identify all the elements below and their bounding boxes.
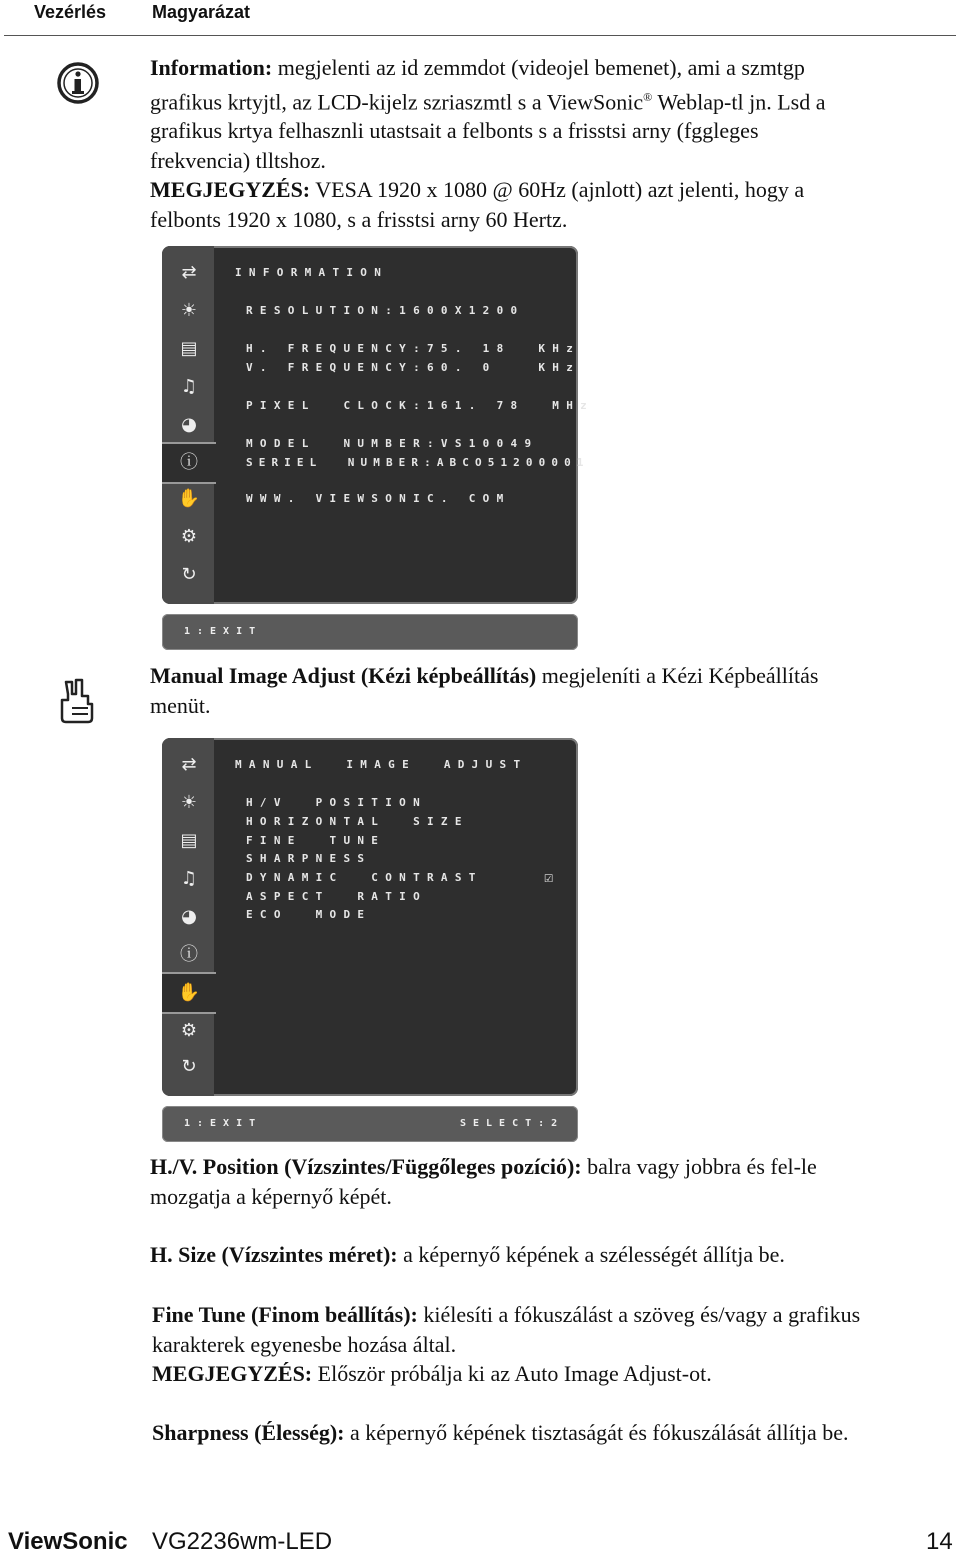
information-icon: ⓘ xyxy=(180,944,198,965)
brightness-icon: ☀ xyxy=(180,300,198,321)
info-line3: grafikus krtya felhasznli utastsait a felbonts s a frisstsi arny (fggleges xyxy=(150,118,759,144)
header-controls: Vezérlés xyxy=(34,2,107,22)
osd-panel xyxy=(162,246,595,604)
manual-title: Manual Image Adjust (Kézi képbeállítás) xyxy=(150,663,537,688)
sharpness-description xyxy=(152,1418,957,1448)
note-line2: felbonts 1920 x 1080, s a frisstsi arny 60 Hertz. xyxy=(150,206,568,232)
h-size-description xyxy=(150,1240,950,1270)
input-icon: ⇄ xyxy=(181,754,197,775)
osd-pixel-clock: PIXEL CLOCK:161. 78 MHz xyxy=(246,399,595,412)
color-palette-icon: ◕ xyxy=(181,414,197,435)
checkbox-icon[interactable]: ☑ xyxy=(544,868,554,886)
audio-icon: ♫ xyxy=(180,376,198,397)
fine-tune-description xyxy=(152,1300,952,1389)
hsize-title: H. Size (Vízszintes méret): xyxy=(150,1242,398,1267)
information-icon xyxy=(56,61,100,105)
osd-vfreq: V. FREQUENCY:60. 0 KHz xyxy=(246,361,581,374)
hand-icon: ✋ xyxy=(177,488,201,509)
osd-resolution: RESOLUTION:1600X1200 xyxy=(246,304,525,317)
osd-title: INFORMATION xyxy=(235,266,389,279)
fine-line2: karakterek egyenesbe hozása által. xyxy=(152,1331,457,1357)
hv-position-description xyxy=(150,1152,950,1211)
fine-line1: kiélesíti a fókuszálást a szöveg és/vagy a grafikus xyxy=(417,1302,861,1327)
osd-exit-label: 1:EXIT xyxy=(184,1118,263,1129)
monitor-adjust-icon: ▤ xyxy=(180,338,198,359)
registered-mark: ® xyxy=(643,89,653,104)
color-palette-icon: ◕ xyxy=(181,906,197,927)
osd-menu-item[interactable]: FINE TUNE xyxy=(246,834,386,847)
osd-website: WWW. VIEWSONIC. COM xyxy=(246,492,511,505)
osd-exit-label: 1:EXIT xyxy=(184,626,263,637)
osd-menu-item[interactable]: SHARPNESS xyxy=(246,852,372,865)
note-label: MEGJEGYZÉS: xyxy=(152,1361,313,1386)
information-description xyxy=(150,53,950,234)
hand-icon: ✋ xyxy=(177,982,201,1003)
model-name: VG2236wm-LED xyxy=(152,1528,333,1555)
osd-menu-item[interactable]: HORIZONTAL SIZE xyxy=(246,815,469,828)
note-line1: VESA 1920 x 1080 @ 60Hz (ajnlott) azt jelenti, hogy a xyxy=(310,177,805,203)
osd-serial-number: SERIEL NUMBER:ABCO51200001 xyxy=(246,456,590,469)
osd-manual-footer-bar xyxy=(162,1106,578,1142)
hsize-line: a képernyő képének a szélességét állítja be. xyxy=(397,1242,785,1267)
input-icon: ⇄ xyxy=(181,262,197,283)
manual-line2: menüt. xyxy=(150,692,211,718)
table-header xyxy=(0,0,960,34)
osd-info-footer-bar xyxy=(162,614,578,650)
brand-name: ViewSonic xyxy=(8,1528,128,1555)
osd-panel xyxy=(162,738,578,1096)
information-icon: ⓘ xyxy=(180,452,198,473)
osd-select-label: SELECT:2 xyxy=(460,1118,565,1129)
info-line2: grafikus krtyjtl, az LCD-kijelz szriaszmtl s a ViewSonic xyxy=(150,88,644,114)
information-title: Information: xyxy=(150,55,273,80)
osd-menu-item[interactable]: ASPECT RATIO xyxy=(246,890,427,903)
fine-title: Fine Tune (Finom beállítás): xyxy=(152,1302,418,1327)
reset-icon: ↻ xyxy=(181,1056,197,1077)
note-label: MEGJEGYZÉS: xyxy=(150,177,311,203)
osd-hfreq: H. FREQUENCY:75. 18 KHz xyxy=(246,342,581,355)
osd-menu-item[interactable]: ECO MODE xyxy=(246,908,372,921)
hv-line2: mozgatja a képernyő képét. xyxy=(150,1183,392,1209)
hv-line1: balra vagy jobbra és fel-le xyxy=(581,1154,817,1179)
manual-adjust-description xyxy=(150,661,950,720)
reset-icon: ↻ xyxy=(181,564,197,585)
header-explanation: Magyarázat xyxy=(152,2,251,22)
osd-title: MANUAL IMAGE ADJUST xyxy=(235,758,528,771)
manual-line1: megjeleníti a Kézi Képbeállítás xyxy=(536,663,819,688)
hand-icon xyxy=(58,678,98,724)
info-line1: megjelenti az id zemmdot (videojel bemenet), ami a szmtgp xyxy=(272,55,805,80)
page-number: 14 xyxy=(926,1528,953,1555)
brightness-icon: ☀ xyxy=(180,792,198,813)
audio-icon: ♫ xyxy=(180,868,198,889)
gear-icon: ⚙ xyxy=(180,526,198,547)
header-divider xyxy=(4,35,956,36)
osd-information-screen xyxy=(162,246,595,604)
info-line2b: Weblap-tl jn. Lsd a xyxy=(652,88,826,114)
osd-menu-item[interactable]: H/V POSITION xyxy=(246,796,427,809)
monitor-adjust-icon: ▤ xyxy=(180,830,198,851)
gear-icon: ⚙ xyxy=(180,1020,198,1041)
sharp-line: a képernyő képének tisztaságát és fókuszálását állítja be. xyxy=(344,1420,849,1445)
osd-menu-item[interactable]: DYNAMIC CONTRAST xyxy=(246,871,483,884)
hv-title: H./V. Position (Vízszintes/Függőleges pozíció): xyxy=(150,1154,582,1179)
info-line4: frekvencia) tlltshoz. xyxy=(150,147,326,173)
sharp-title: Sharpness (Élesség): xyxy=(152,1420,345,1445)
note-line: Először próbálja ki az Auto Image Adjust-ot. xyxy=(312,1361,712,1386)
osd-manual-adjust-screen xyxy=(162,738,578,1096)
osd-model-number: MODEL NUMBER:VS10049 xyxy=(246,437,539,450)
